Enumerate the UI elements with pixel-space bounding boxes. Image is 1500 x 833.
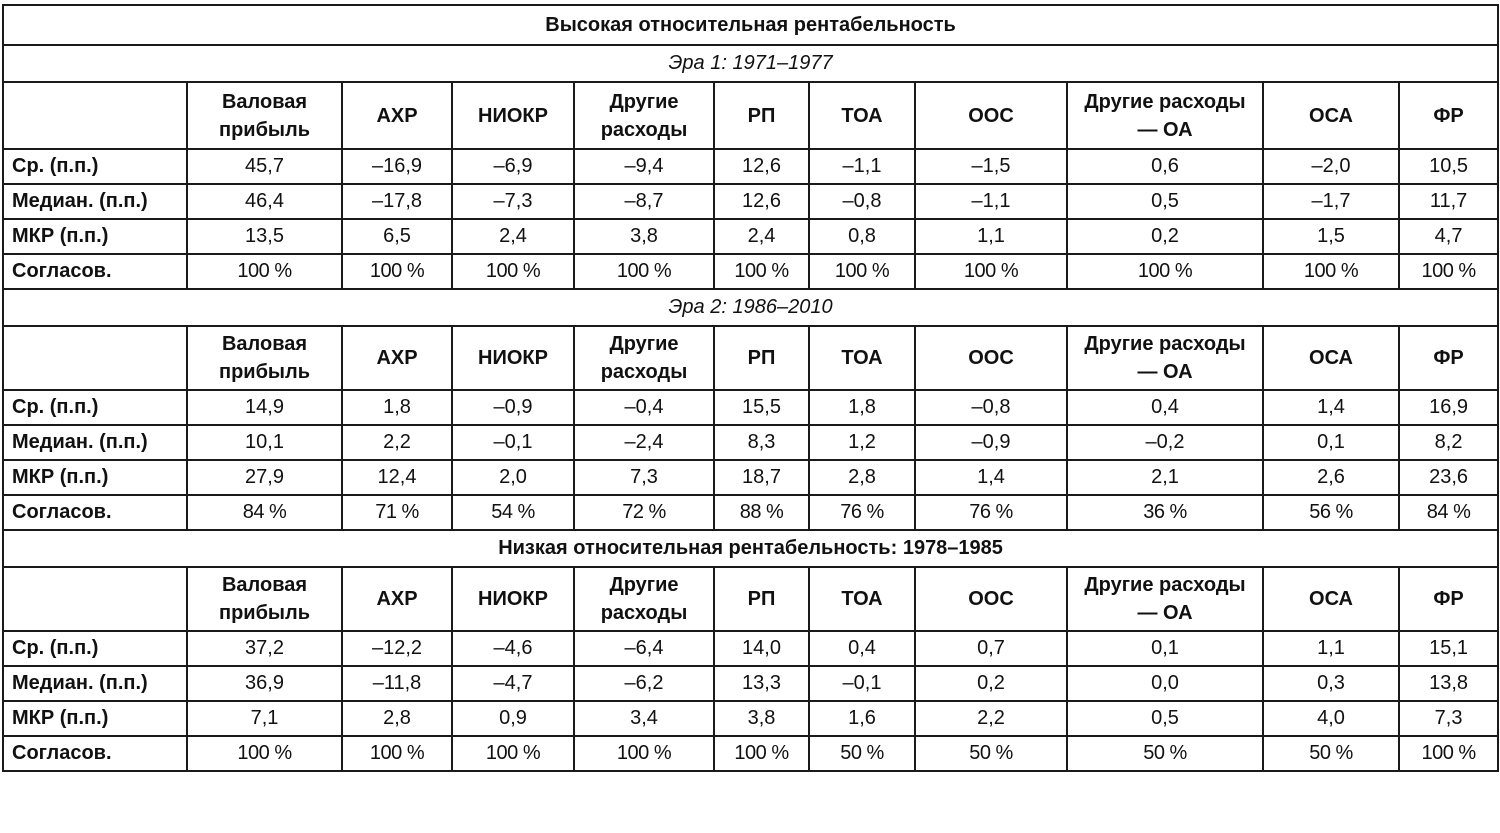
column-header: АХР <box>342 567 452 631</box>
table-cell: 45,7 <box>187 149 342 184</box>
table-cell: 2,2 <box>915 701 1067 736</box>
table-cell: –6,2 <box>574 666 714 701</box>
table-body <box>3 5 1498 771</box>
section-heading-row <box>3 45 1498 82</box>
row-label: Ср. (п.п.) <box>3 390 187 425</box>
column-header-row <box>3 326 1498 390</box>
table-cell: –0,9 <box>915 425 1067 460</box>
table-cell: –0,8 <box>809 184 915 219</box>
table-cell: –0,2 <box>1067 425 1263 460</box>
table-cell: 36,9 <box>187 666 342 701</box>
table-cell: 100 % <box>574 736 714 771</box>
table-cell: 2,6 <box>1263 460 1399 495</box>
header-corner-cell <box>3 326 187 390</box>
table-cell: 8,2 <box>1399 425 1498 460</box>
column-header: Другие расходы <box>574 82 714 149</box>
table-cell: 2,4 <box>714 219 809 254</box>
table-cell: 100 % <box>915 254 1067 289</box>
table-cell: 46,4 <box>187 184 342 219</box>
table-cell: 100 % <box>574 254 714 289</box>
table-cell: –16,9 <box>342 149 452 184</box>
table-row <box>3 184 1498 219</box>
column-header: ООС <box>915 567 1067 631</box>
row-label: Медиан. (п.п.) <box>3 184 187 219</box>
table-cell: 11,7 <box>1399 184 1498 219</box>
column-header-row <box>3 567 1498 631</box>
table-cell: 13,3 <box>714 666 809 701</box>
table-cell: 0,8 <box>809 219 915 254</box>
table-cell: –0,4 <box>574 390 714 425</box>
table-cell: 3,4 <box>574 701 714 736</box>
table-cell: 100 % <box>1399 254 1498 289</box>
column-header: АХР <box>342 326 452 390</box>
table-cell: 10,5 <box>1399 149 1498 184</box>
header-corner-cell <box>3 82 187 149</box>
row-label: Согласов. <box>3 736 187 771</box>
column-header: РП <box>714 326 809 390</box>
table-cell: –8,7 <box>574 184 714 219</box>
table-cell: 100 % <box>1067 254 1263 289</box>
table-cell: 18,7 <box>714 460 809 495</box>
row-label: МКР (п.п.) <box>3 219 187 254</box>
header-corner-cell <box>3 567 187 631</box>
table-cell: 0,1 <box>1263 425 1399 460</box>
table-cell: 100 % <box>342 254 452 289</box>
column-header: ОСА <box>1263 82 1399 149</box>
table-cell: 1,1 <box>1263 631 1399 666</box>
table-cell: 4,0 <box>1263 701 1399 736</box>
table-cell: 100 % <box>1399 736 1498 771</box>
table-cell: –1,7 <box>1263 184 1399 219</box>
table-cell: –2,4 <box>574 425 714 460</box>
table-cell: 0,2 <box>915 666 1067 701</box>
table-cell: 4,7 <box>1399 219 1498 254</box>
column-header: ООС <box>915 326 1067 390</box>
table-cell: 6,5 <box>342 219 452 254</box>
section-heading: Эра 1: 1971–1977 <box>3 45 1498 82</box>
table-cell: –12,2 <box>342 631 452 666</box>
table-cell: 7,3 <box>1399 701 1498 736</box>
table-cell: –6,4 <box>574 631 714 666</box>
table-cell: 56 % <box>1263 495 1399 530</box>
table-cell: 1,5 <box>1263 219 1399 254</box>
column-header: ОСА <box>1263 567 1399 631</box>
table-cell: 1,6 <box>809 701 915 736</box>
table-row <box>3 219 1498 254</box>
table-wrapper <box>2 4 1497 772</box>
table-cell: 0,2 <box>1067 219 1263 254</box>
table-row <box>3 254 1498 289</box>
table-cell: 1,8 <box>809 390 915 425</box>
column-header: Другие расходы <box>574 567 714 631</box>
table-cell: 15,5 <box>714 390 809 425</box>
column-header: Валовая прибыль <box>187 567 342 631</box>
table-cell: –4,7 <box>452 666 574 701</box>
table-cell: 36 % <box>1067 495 1263 530</box>
column-header: ФР <box>1399 326 1498 390</box>
table-cell: 3,8 <box>714 701 809 736</box>
table-cell: 14,0 <box>714 631 809 666</box>
table-row <box>3 149 1498 184</box>
section-heading: Низкая относительная рентабельность: 1978–1985 <box>3 530 1498 567</box>
table-cell: 88 % <box>714 495 809 530</box>
table-cell: –9,4 <box>574 149 714 184</box>
table-cell: 1,4 <box>915 460 1067 495</box>
table-cell: 1,8 <box>342 390 452 425</box>
table-cell: 2,0 <box>452 460 574 495</box>
table-cell: 50 % <box>1263 736 1399 771</box>
table-cell: 14,9 <box>187 390 342 425</box>
table-cell: 0,4 <box>1067 390 1263 425</box>
table-row <box>3 425 1498 460</box>
table-cell: 0,4 <box>809 631 915 666</box>
table-title: Высокая относительная рентабельность <box>3 5 1498 45</box>
row-label: Медиан. (п.п.) <box>3 425 187 460</box>
column-header: ТОА <box>809 567 915 631</box>
table-row <box>3 736 1498 771</box>
table-cell: 12,4 <box>342 460 452 495</box>
column-header-row <box>3 82 1498 149</box>
column-header: ООС <box>915 82 1067 149</box>
table-cell: 15,1 <box>1399 631 1498 666</box>
column-header: Валовая прибыль <box>187 326 342 390</box>
row-label: Согласов. <box>3 254 187 289</box>
table-cell: 0,7 <box>915 631 1067 666</box>
row-label: Согласов. <box>3 495 187 530</box>
table-cell: –11,8 <box>342 666 452 701</box>
row-label: Ср. (п.п.) <box>3 631 187 666</box>
table-cell: 7,1 <box>187 701 342 736</box>
table-cell: 72 % <box>574 495 714 530</box>
column-header: РП <box>714 82 809 149</box>
table-cell: 100 % <box>187 254 342 289</box>
table-cell: 37,2 <box>187 631 342 666</box>
table-cell: 13,8 <box>1399 666 1498 701</box>
table-cell: 100 % <box>809 254 915 289</box>
table-cell: 1,2 <box>809 425 915 460</box>
column-header: ФР <box>1399 567 1498 631</box>
table-cell: 10,1 <box>187 425 342 460</box>
table-cell: 0,5 <box>1067 184 1263 219</box>
table-cell: –0,1 <box>452 425 574 460</box>
profitability-table <box>2 4 1499 772</box>
column-header: Другие расходы <box>574 326 714 390</box>
section-heading: Эра 2: 1986–2010 <box>3 289 1498 326</box>
table-cell: 50 % <box>915 736 1067 771</box>
table-cell: 3,8 <box>574 219 714 254</box>
table-cell: –7,3 <box>452 184 574 219</box>
table-cell: 100 % <box>714 736 809 771</box>
table-row <box>3 495 1498 530</box>
table-cell: 100 % <box>714 254 809 289</box>
table-cell: 8,3 <box>714 425 809 460</box>
column-header: ФР <box>1399 82 1498 149</box>
column-header: ТОА <box>809 326 915 390</box>
table-cell: –6,9 <box>452 149 574 184</box>
table-cell: 84 % <box>187 495 342 530</box>
table-cell: 50 % <box>809 736 915 771</box>
table-cell: –1,5 <box>915 149 1067 184</box>
column-header: НИОКР <box>452 567 574 631</box>
table-row <box>3 701 1498 736</box>
table-cell: 23,6 <box>1399 460 1498 495</box>
column-header: Другие расходы — ОА <box>1067 326 1263 390</box>
table-cell: –1,1 <box>915 184 1067 219</box>
table-cell: –1,1 <box>809 149 915 184</box>
row-label: МКР (п.п.) <box>3 460 187 495</box>
table-cell: 2,8 <box>342 701 452 736</box>
table-cell: 76 % <box>915 495 1067 530</box>
column-header: РП <box>714 567 809 631</box>
column-header: ТОА <box>809 82 915 149</box>
table-cell: 12,6 <box>714 149 809 184</box>
table-cell: 0,9 <box>452 701 574 736</box>
table-cell: 54 % <box>452 495 574 530</box>
table-cell: 76 % <box>809 495 915 530</box>
table-cell: 71 % <box>342 495 452 530</box>
table-cell: 100 % <box>1263 254 1399 289</box>
table-cell: 12,6 <box>714 184 809 219</box>
table-cell: –2,0 <box>1263 149 1399 184</box>
column-header: АХР <box>342 82 452 149</box>
table-cell: –0,8 <box>915 390 1067 425</box>
column-header: НИОКР <box>452 326 574 390</box>
table-cell: 100 % <box>452 254 574 289</box>
table-row <box>3 631 1498 666</box>
table-cell: 100 % <box>452 736 574 771</box>
table-cell: 0,0 <box>1067 666 1263 701</box>
table-cell: 50 % <box>1067 736 1263 771</box>
table-cell: 100 % <box>187 736 342 771</box>
column-header: Другие расходы — ОА <box>1067 82 1263 149</box>
table-cell: 7,3 <box>574 460 714 495</box>
table-title-row <box>3 5 1498 45</box>
table-cell: 2,4 <box>452 219 574 254</box>
table-cell: 2,1 <box>1067 460 1263 495</box>
column-header: НИОКР <box>452 82 574 149</box>
table-cell: 0,5 <box>1067 701 1263 736</box>
table-cell: 2,2 <box>342 425 452 460</box>
column-header: ОСА <box>1263 326 1399 390</box>
table-cell: 0,3 <box>1263 666 1399 701</box>
table-cell: –0,1 <box>809 666 915 701</box>
table-row <box>3 460 1498 495</box>
row-label: МКР (п.п.) <box>3 701 187 736</box>
table-cell: 2,8 <box>809 460 915 495</box>
row-label: Медиан. (п.п.) <box>3 666 187 701</box>
table-cell: –17,8 <box>342 184 452 219</box>
table-cell: 13,5 <box>187 219 342 254</box>
column-header: Валовая прибыль <box>187 82 342 149</box>
column-header: Другие расходы — ОА <box>1067 567 1263 631</box>
table-cell: 16,9 <box>1399 390 1498 425</box>
table-cell: 84 % <box>1399 495 1498 530</box>
table-cell: –4,6 <box>452 631 574 666</box>
section-heading-row <box>3 289 1498 326</box>
table-row <box>3 390 1498 425</box>
table-cell: 0,1 <box>1067 631 1263 666</box>
table-row <box>3 666 1498 701</box>
table-cell: 0,6 <box>1067 149 1263 184</box>
section-heading-row <box>3 530 1498 567</box>
table-cell: 27,9 <box>187 460 342 495</box>
table-cell: 1,1 <box>915 219 1067 254</box>
row-label: Ср. (п.п.) <box>3 149 187 184</box>
table-cell: 1,4 <box>1263 390 1399 425</box>
table-cell: 100 % <box>342 736 452 771</box>
table-cell: –0,9 <box>452 390 574 425</box>
